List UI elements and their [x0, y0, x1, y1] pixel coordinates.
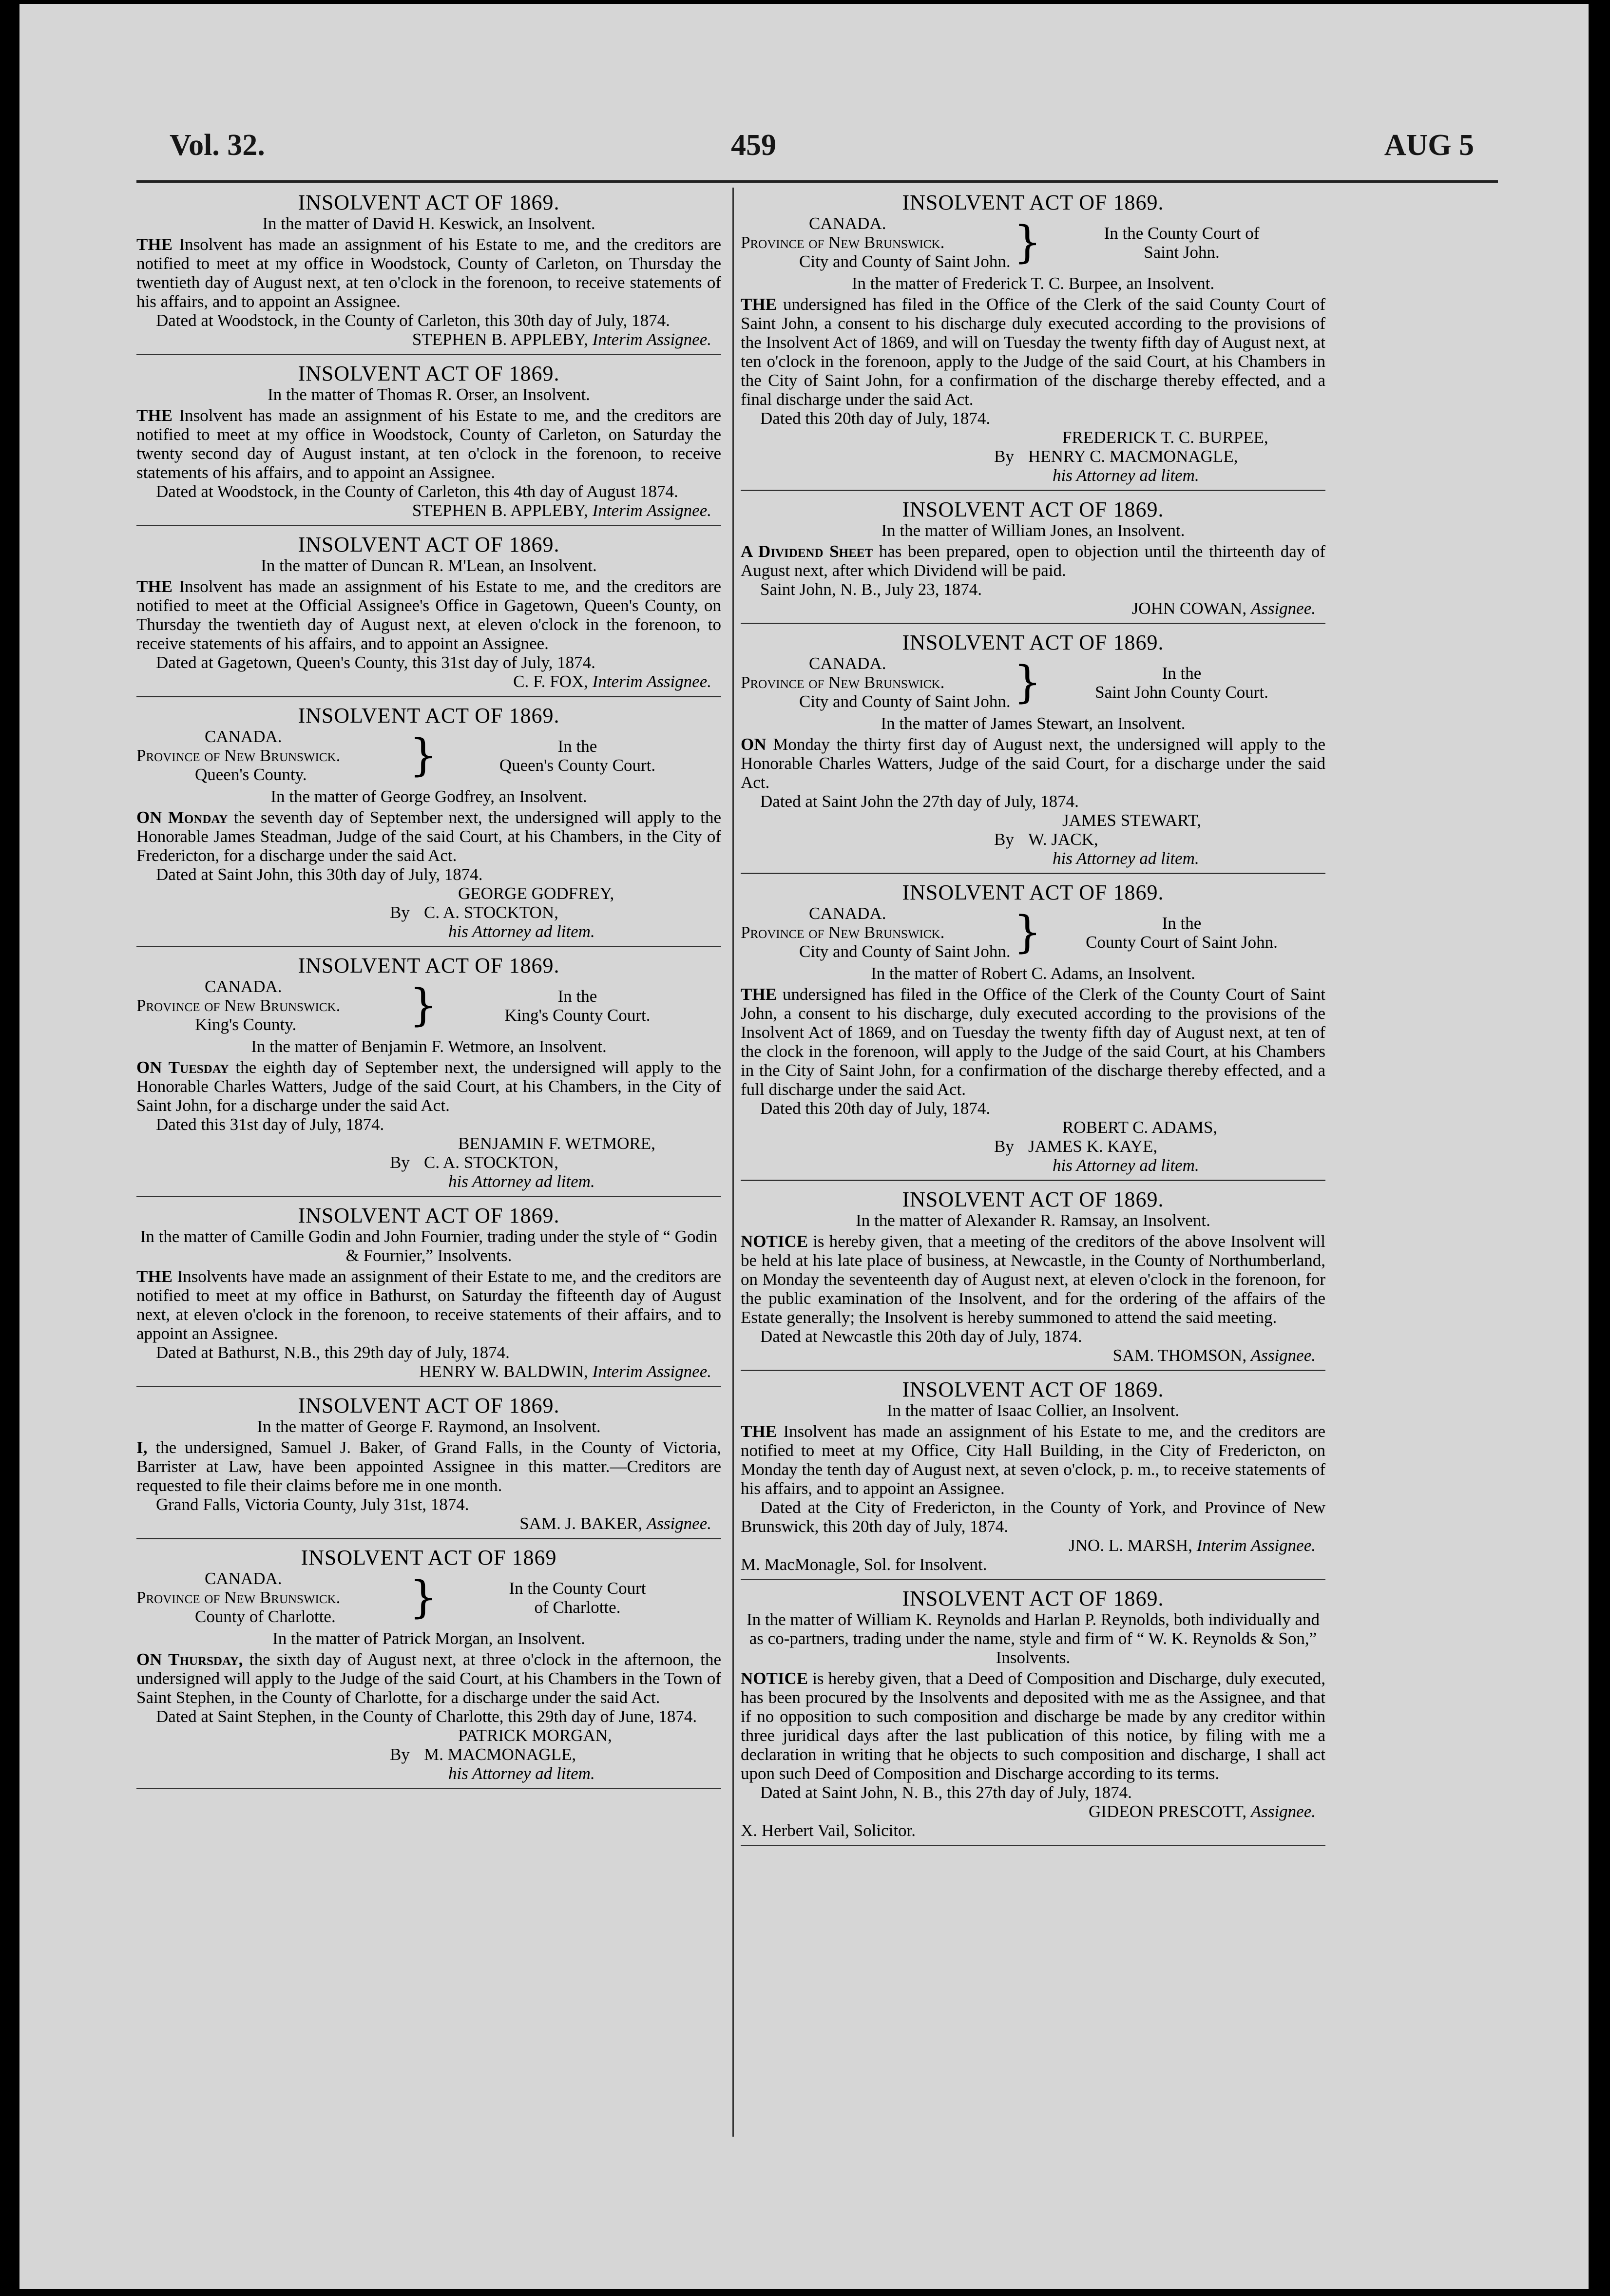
- notice-matter: In the matter of William K. Reynolds and Harlan P. Reynolds, both individually and as co-partners, trading under the name, style and firm of “ W. K. Reynolds & Son,” Insolvents.: [746, 1610, 1320, 1667]
- notice-title: INSOLVENT ACT OF 1869.: [902, 631, 1164, 654]
- signature-role: Interim Assignee.: [1196, 1536, 1316, 1555]
- signature-role: Interim Assignee.: [592, 501, 711, 520]
- notice-matter: In the matter of Alexander R. Ramsay, an Insolvent.: [856, 1211, 1210, 1230]
- signature: [741, 599, 1325, 618]
- notice-text: the seventh day of September next, the undersigned will apply to the Honorable James Steadman, Judge of the said Court, at his Chambers, in the City of Fredericton, for a discharge under the said Act.: [136, 808, 722, 865]
- attorney-role: his Attorney ad litem.: [448, 922, 595, 941]
- attorney-line: [390, 1745, 721, 1764]
- notice-dated: Dated at Newcastle this 20th day of July, 1874.: [760, 1327, 1082, 1346]
- notice-rule: [741, 1370, 1325, 1371]
- notice-body: [136, 1438, 721, 1495]
- notice-body: [136, 235, 721, 311]
- notice: [741, 633, 1325, 874]
- notice-matter: In the matter of Duncan R. M'Lean, an Insolvent.: [261, 556, 597, 575]
- notice-rule: [136, 1196, 721, 1197]
- court-heading: [741, 214, 1325, 271]
- court-name: [1038, 664, 1325, 702]
- notice-dated: Dated at Woodstock, in the County of Carleton, this 30th day of July, 1874.: [156, 311, 670, 330]
- court-name-line-1: In the: [557, 736, 597, 756]
- court-jurisdiction: [741, 904, 1014, 961]
- notice-title: INSOLVENT ACT OF 1869.: [902, 497, 1164, 521]
- court-county: Queen's County.: [195, 765, 307, 784]
- notice-dated: Grand Falls, Victoria County, July 31st, 1874.: [156, 1495, 469, 1514]
- notice-lead: THE: [136, 406, 172, 425]
- signature: [136, 672, 721, 691]
- court-name: [1038, 224, 1325, 262]
- signature-block: [994, 1118, 1325, 1175]
- notice-text: Insolvent has made an assignment of his Estate to me, and the creditors are notified to meet at the Official Assignee's Office in Gagetown, Queen's County, on Thursday the twentieth day of August next, at eleven o'clock in the forenoon, to receive statements of his affairs, and to appoint an Assignee.: [136, 577, 722, 653]
- court-name-line-2: of Charlotte.: [534, 1597, 621, 1617]
- notice-rule: [741, 623, 1325, 624]
- notice-text: Insolvent has made an assignment of his Estate to me, and the creditors are notified to meet at my Office, City Hall Building, in the City of Fredericton, on Monday the tenth day of August next, at seven o'clock, p. m., to receive statements of his affairs, and to appoint an Assignee.: [741, 1422, 1326, 1498]
- attorney-line: [994, 1137, 1325, 1156]
- notice-title: INSOLVENT ACT OF 1869.: [902, 1187, 1164, 1211]
- notice-title: INSOLVENT ACT OF 1869.: [298, 191, 560, 214]
- notice-lead: ON Monday: [136, 808, 228, 827]
- notice-matter: In the matter of James Stewart, an Insolvent.: [881, 714, 1186, 733]
- notice-lead: THE: [741, 1422, 777, 1441]
- attorney-line: [390, 1153, 721, 1172]
- notice-body: [741, 985, 1325, 1099]
- signature-name: C. F. FOX,: [513, 672, 588, 691]
- notice-body: [136, 1267, 721, 1343]
- signature: [741, 1346, 1325, 1365]
- notice-matter: In the matter of Camille Godin and John Fournier, trading under the style of “ Godin & Fournier,” Insolvents.: [140, 1227, 718, 1265]
- signature-block: [994, 428, 1325, 485]
- notice-matter: In the matter of Isaac Collier, an Insolvent.: [886, 1401, 1180, 1420]
- principal-name: JAMES STEWART,: [1062, 811, 1202, 830]
- court-province: Province of New Brunswick.: [136, 996, 341, 1015]
- signature-name: STEPHEN B. APPLEBY,: [412, 330, 588, 349]
- court-heading: [741, 904, 1325, 961]
- notice: [741, 497, 1326, 624]
- court-heading: [136, 727, 721, 784]
- notice-dated: Dated at Saint John, N. B., this 27th day of July, 1874.: [760, 1783, 1132, 1802]
- notice-title: INSOLVENT ACT OF 1869.: [298, 704, 560, 727]
- court-name-line-2: Saint John.: [1144, 242, 1220, 262]
- attorney-role: his Attorney ad litem.: [448, 1172, 595, 1191]
- signature-name: GIDEON PRESCOTT,: [1089, 1802, 1247, 1821]
- right-column: [741, 190, 1325, 1855]
- notice-lead: ON Thursday,: [136, 1650, 243, 1669]
- notice-text: Insolvent has made an assignment of his Estate to me, and the creditors are notified to meet at my office in Woodstock, County of Carleton, on Thursday the twentieth day of August next, at ten o'clock in the forenoon, to receive statements of his affairs, and to appoint an Assignee.: [136, 235, 722, 311]
- court-jurisdiction: [136, 977, 409, 1034]
- notice-rule: [741, 1845, 1325, 1846]
- signature: [136, 1362, 721, 1381]
- notice: [136, 364, 721, 526]
- court-province: Province of New Brunswick.: [136, 1588, 341, 1607]
- signature: [741, 1802, 1325, 1821]
- principal-name: BENJAMIN F. WETMORE,: [458, 1134, 655, 1153]
- court-name-line-2: County Court of Saint John.: [1086, 932, 1278, 952]
- principal-name: FREDERICK T. C. BURPEE,: [1062, 428, 1268, 447]
- notice-dated: Dated this 31st day of July, 1874.: [156, 1115, 384, 1134]
- court-county: King's County.: [195, 1015, 297, 1034]
- court-country: CANADA.: [205, 1569, 282, 1588]
- court-name-line-2: King's County Court.: [504, 1005, 651, 1025]
- notice-text: Monday the thirty first day of August next, the undersigned will apply to the Honorable Charles Watters, Judge of the said Court, for a discharge under the said Act.: [741, 735, 1326, 792]
- notice-matter: In the matter of George F. Raymond, an Insolvent.: [257, 1417, 601, 1436]
- signature-role: Assignee.: [1250, 1802, 1316, 1821]
- signature-name: SAM. THOMSON,: [1112, 1346, 1247, 1365]
- notice-matter: In the matter of William Jones, an Insolvent.: [881, 521, 1185, 540]
- court-name: [434, 987, 721, 1025]
- attorney-name: HENRY C. MACMONAGLE,: [1028, 447, 1238, 466]
- signature: [136, 330, 721, 349]
- notice-text: is hereby given, that a Deed of Composition and Discharge, duly executed, has been procured by the Insolvents and deposited with me as the Assignee, and that if no opposition to such composition and discharge be made by any creditor within three juridical days after the last publication of this notice, by filing with me a declaration in writing that he objects to such composition and discharge, I shall act upon such Deed of Composition and Discharge according to its terms.: [741, 1669, 1326, 1783]
- notice-body: [136, 406, 721, 482]
- attorney-name: M. MACMONAGLE,: [424, 1745, 576, 1764]
- notice-rule: [136, 354, 721, 355]
- left-column: [136, 190, 721, 1798]
- signature: [136, 1514, 721, 1533]
- notice-rule: [136, 525, 721, 526]
- signature-block: [994, 811, 1325, 868]
- notice-body: [741, 295, 1325, 409]
- court-name-line-1: In the County Court of: [1104, 223, 1260, 243]
- notice-matter: In the matter of Thomas R. Orser, an Insolvent.: [268, 385, 590, 404]
- notice-body: [741, 1669, 1325, 1783]
- principal-name: GEORGE GODFREY,: [458, 884, 614, 903]
- column-divider: [732, 188, 734, 2137]
- notice-lead: THE: [741, 985, 777, 1004]
- court-name-line-1: In the: [1162, 913, 1202, 933]
- notice-dated: Dated at Woodstock, in the County of Carleton, this 4th day of August 1874.: [156, 482, 678, 501]
- notice-rule: [136, 696, 721, 697]
- notice: [136, 193, 721, 355]
- notice-dated: Dated at Saint John the 27th day of July, 1874.: [760, 792, 1079, 811]
- signature-name: JNO. L. MARSH,: [1069, 1536, 1192, 1555]
- notice-lead: A Dividend Sheet: [741, 542, 873, 561]
- notice-matter: In the matter of Robert C. Adams, an Insolvent.: [871, 964, 1195, 983]
- notice: [741, 193, 1325, 491]
- notice-lead: THE: [136, 577, 172, 596]
- court-country: CANADA.: [809, 214, 886, 233]
- court-name: [1038, 914, 1325, 952]
- attorney-role: his Attorney ad litem.: [1053, 466, 1199, 485]
- notice-body: [136, 808, 721, 865]
- notice-rule: [136, 1788, 721, 1789]
- notice-title: INSOLVENT ACT OF 1869.: [298, 533, 560, 556]
- signature-block: [390, 1726, 721, 1783]
- notice-dated: Dated this 20th day of July, 1874.: [760, 409, 991, 428]
- notice-title: INSOLVENT ACT OF 1869: [301, 1546, 557, 1569]
- court-name-line-1: In the: [1162, 663, 1202, 683]
- by-label: By: [994, 447, 1014, 466]
- court-country: CANADA.: [809, 904, 886, 923]
- brace-glyph: }: [1014, 906, 1042, 958]
- by-label: By: [390, 1745, 410, 1764]
- notice: [136, 1206, 721, 1387]
- notice-title: INSOLVENT ACT OF 1869.: [298, 1394, 560, 1417]
- signature-role: Assignee.: [1250, 1346, 1316, 1365]
- page-header: [97, 128, 1508, 162]
- court-name-line-1: In the County Court: [509, 1578, 646, 1598]
- brace-glyph: }: [409, 979, 438, 1031]
- notice-matter: In the matter of Patrick Morgan, an Insolvent.: [272, 1629, 585, 1648]
- notice-title: INSOLVENT ACT OF 1869.: [902, 1378, 1164, 1401]
- notice: [136, 535, 721, 697]
- court-name: [434, 737, 721, 775]
- signature-block: [390, 1134, 721, 1191]
- notice-body: [741, 1232, 1325, 1327]
- notice-rule: [741, 1579, 1325, 1580]
- notice-title: INSOLVENT ACT OF 1869.: [298, 954, 560, 977]
- notice-matter: In the matter of David H. Keswick, an Insolvent.: [262, 214, 595, 233]
- signature-name: SAM. J. BAKER,: [519, 1514, 643, 1533]
- notice-title: INSOLVENT ACT OF 1869.: [298, 362, 560, 385]
- notice-text: is hereby given, that a meeting of the creditors of the above Insolvent will be held at his late place of business, at Newcastle, in the County of Northumberland, on Monday the seventeenth day of August next, at eleven o'clock in the forenoon, for the public examination of the Insolvent, and for the ordering of the affairs of the Estate generally; the Insolvent is hereby summoned to attend the said meeting.: [741, 1232, 1326, 1327]
- notice-title: INSOLVENT ACT OF 1869.: [902, 191, 1164, 214]
- court-jurisdiction: [136, 1569, 409, 1626]
- notice-text: Insolvents have made an assignment of their Estate to me, and the creditors are notified to meet at my office in Bathurst, on Saturday the fifteenth day of August next, at eleven o'clock in the forenoon, to receive statements of their affairs, and to appoint an Assignee.: [136, 1267, 721, 1343]
- attorney-role: his Attorney ad litem.: [1053, 1156, 1199, 1175]
- notice: [136, 956, 721, 1197]
- notice: [136, 706, 721, 947]
- issue-date: AUG 5: [1384, 129, 1474, 162]
- court-name-line-2: Queen's County Court.: [499, 755, 656, 775]
- attorney-name: JAMES K. KAYE,: [1028, 1137, 1158, 1156]
- notice-lead: NOTICE: [741, 1232, 808, 1251]
- notice-dated: Dated at Gagetown, Queen's County, this 31st day of July, 1874.: [156, 653, 595, 672]
- court-jurisdiction: [741, 654, 1014, 711]
- notice-text: the eighth day of September next, the undersigned will apply to the Honorable Charles Watters, Judge of the said Court, at his Chambers, in the City of Saint John, for a discharge under the said Act.: [136, 1058, 722, 1115]
- notice-rule: [741, 490, 1325, 491]
- by-label: By: [994, 1137, 1014, 1156]
- principal-name: ROBERT C. ADAMS,: [1062, 1118, 1218, 1137]
- court-province: Province of New Brunswick.: [741, 233, 945, 252]
- signature-block: [390, 884, 721, 941]
- notice-matter: In the matter of George Godfrey, an Insolvent.: [270, 787, 587, 806]
- notice: [136, 1396, 721, 1539]
- notice-title: INSOLVENT ACT OF 1869.: [902, 1587, 1164, 1610]
- notice-text: undersigned has filed in the Office of the Clerk of the County Court of Saint John, a consent to his discharge, duly executed according to the provisions of the Insolvent Act of 1869, and on Tuesday the twenty fifth day of August next, at ten of the clock in the forenoon, will apply to the Judge of the said Court, at his Chambers in the City of Saint John, for a confirmation of the discharge thereby effected, and a full discharge under the said Act.: [741, 985, 1325, 1099]
- attorney-name: C. A. STOCKTON,: [424, 903, 558, 922]
- notice-text: Insolvent has made an assignment of his Estate to me, and the creditors are notified to meet at my office in Woodstock, County of Carleton, on Saturday the twenty second day of August instant, at ten o'clock in the forenoon, to receive statements of his affairs, and to appoint an Assignee.: [136, 406, 722, 482]
- notice-title: INSOLVENT ACT OF 1869.: [902, 880, 1164, 904]
- notice-rule: [136, 946, 721, 947]
- notice-rule: [741, 873, 1325, 874]
- notice-lead: NOTICE: [741, 1669, 808, 1688]
- notice-dated: Saint John, N. B., July 23, 1874.: [760, 580, 982, 599]
- by-label: By: [994, 830, 1014, 849]
- notice-lead: I,: [136, 1438, 148, 1457]
- court-county: City and County of Saint John.: [799, 252, 1011, 271]
- notice-matter: In the matter of Frederick T. C. Burpee, an Insolvent.: [851, 274, 1215, 293]
- notice-rule: [741, 1180, 1325, 1181]
- court-county: City and County of Saint John.: [799, 942, 1011, 961]
- court-heading: [136, 1569, 721, 1626]
- court-country: CANADA.: [205, 977, 282, 996]
- notice-lead: ON: [741, 735, 767, 754]
- notice-body: [741, 1422, 1325, 1498]
- attorney-role: his Attorney ad litem.: [448, 1764, 595, 1783]
- notice-body: [136, 1650, 721, 1707]
- notice-title: INSOLVENT ACT OF 1869.: [298, 1204, 560, 1227]
- court-jurisdiction: [741, 214, 1014, 271]
- signature: [741, 1536, 1325, 1555]
- signature-role: Interim Assignee.: [592, 672, 711, 691]
- court-county: City and County of Saint John.: [799, 692, 1011, 711]
- notice: [741, 1589, 1325, 1846]
- attorney-line: [390, 903, 721, 922]
- signature: [136, 501, 721, 520]
- signature-role: Interim Assignee.: [592, 330, 711, 349]
- attorney-name: C. A. STOCKTON,: [424, 1153, 558, 1172]
- notice-body: [741, 735, 1325, 792]
- court-province: Province of New Brunswick.: [741, 923, 945, 942]
- notice: [741, 1380, 1325, 1580]
- notice-lead: THE: [136, 1267, 172, 1286]
- notice-dated: Dated at Bathurst, N.B., this 29th day of July, 1874.: [156, 1343, 510, 1362]
- court-heading: [136, 977, 721, 1034]
- notice-lead: THE: [136, 235, 172, 254]
- court-heading: [741, 654, 1325, 711]
- notice-dated: Dated at Saint Stephen, in the County of Charlotte, this 29th day of June, 1874.: [156, 1707, 697, 1726]
- notice-dated: Dated at the City of Fredericton, in the County of York, and Province of New Brunswick, this 20th day of July, 1874.: [741, 1498, 1325, 1536]
- brace-glyph: }: [1014, 656, 1042, 708]
- page-number: 459: [731, 129, 776, 162]
- volume-label: Vol. 32.: [170, 129, 265, 162]
- notice-body: [136, 577, 721, 653]
- notice-text: the sixth day of August next, at three o'clock in the afternoon, the undersigned will apply to the Judge of the said Court, at his Chambers in the Town of Saint Stephen, in the County of Charlotte, for a discharge under the said Act.: [136, 1650, 721, 1707]
- solicitor: M. MacMonagle, Sol. for Insolvent.: [741, 1555, 987, 1574]
- court-province: Province of New Brunswick.: [136, 746, 341, 765]
- principal-name: PATRICK MORGAN,: [458, 1726, 612, 1745]
- by-label: By: [390, 1153, 410, 1172]
- notice-matter: In the matter of Benjamin F. Wetmore, an Insolvent.: [251, 1037, 607, 1056]
- court-country: CANADA.: [809, 654, 886, 673]
- court-jurisdiction: [136, 727, 409, 784]
- attorney-line: [994, 830, 1325, 849]
- attorney-role: his Attorney ad litem.: [1053, 849, 1199, 868]
- notice-lead: THE: [741, 295, 777, 314]
- court-county: County of Charlotte.: [195, 1607, 336, 1626]
- court-name-line-1: In the: [557, 986, 597, 1006]
- signature-name: HENRY W. BALDWIN,: [419, 1362, 588, 1381]
- notice-body: [136, 1058, 721, 1115]
- attorney-line: [994, 447, 1325, 466]
- notice: [741, 880, 1325, 1181]
- brace-glyph: }: [409, 729, 438, 781]
- notice-text: has been prepared, open to objection until the thirteenth day of August next, after which Dividend will be paid.: [741, 542, 1326, 580]
- notice-rule: [136, 1538, 721, 1539]
- notice-text: undersigned has filed in the Office of the Clerk of the said County Court of Saint John, a consent to his discharge duly executed according to the provisions of the Insolvent Act of 1869, and will on Tuesday the twenty fifth day of August next, at ten o'clock in the forenoon, apply to the Judge of the said Court, at his Chambers in the City of Saint John, for a confirmation of the discharge thereby effected, and a final discharge under the said Act.: [741, 295, 1326, 409]
- notice-lead: ON Tuesday: [136, 1058, 229, 1077]
- signature-name: STEPHEN B. APPLEBY,: [412, 501, 588, 520]
- signature-role: Assignee.: [1250, 599, 1316, 618]
- notice-body: [741, 542, 1325, 580]
- signature-role: Interim Assignee.: [592, 1362, 711, 1381]
- notice-dated: Dated this 20th day of July, 1874.: [760, 1099, 991, 1118]
- attorney-name: W. JACK,: [1028, 830, 1098, 849]
- signature-role: Assignee.: [646, 1514, 711, 1533]
- notice-rule: [136, 1386, 721, 1387]
- solicitor: X. Herbert Vail, Solicitor.: [741, 1821, 916, 1840]
- header-rule: [136, 180, 1498, 183]
- notice: [136, 1548, 721, 1789]
- by-label: By: [390, 903, 410, 922]
- court-country: CANADA.: [205, 727, 282, 746]
- signature-name: JOHN COWAN,: [1131, 599, 1247, 618]
- notice-text: the undersigned, Samuel J. Baker, of Grand Falls, in the County of Victoria, Barrister at Law, have been appointed Assignee in this matter.—Creditors are requested to file their claims before me in one month.: [136, 1438, 722, 1495]
- notice-dated: Dated at Saint John, this 30th day of July, 1874.: [156, 865, 483, 884]
- court-name: [434, 1579, 721, 1617]
- brace-glyph: }: [1014, 216, 1042, 268]
- court-name-line-2: Saint John County Court.: [1095, 682, 1268, 702]
- court-province: Province of New Brunswick.: [741, 673, 945, 692]
- brace-glyph: }: [409, 1571, 438, 1623]
- notice: [741, 1187, 1326, 1371]
